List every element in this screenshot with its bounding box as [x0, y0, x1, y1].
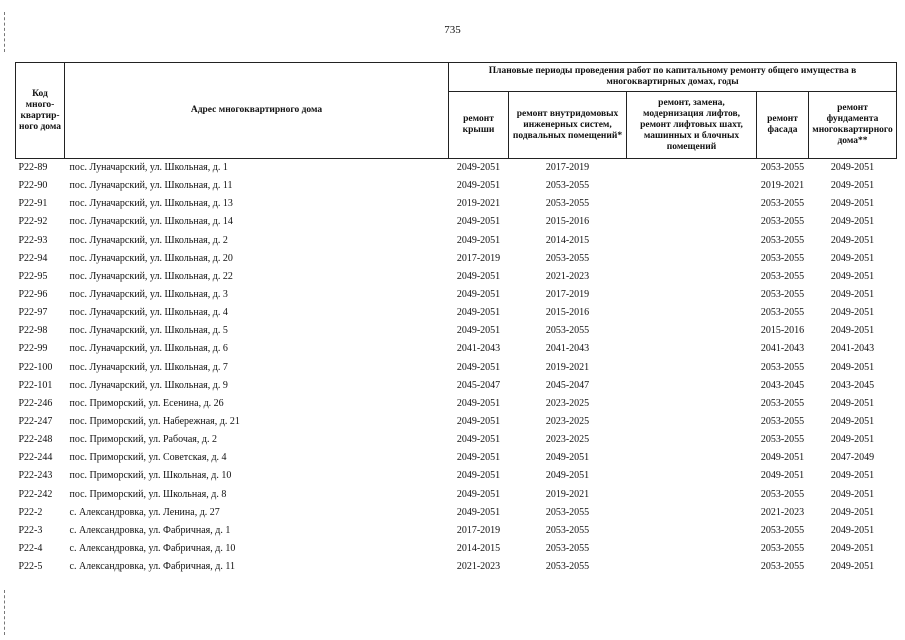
engineering-period: 2023-2025: [545, 416, 590, 428]
table-row: [16, 322, 897, 340]
facade-period: 2053-2055: [760, 434, 805, 446]
house-address: с. Александровка, ул. Фабричная, д. 11: [69, 561, 235, 573]
facade-period: 2015-2016: [760, 325, 805, 337]
house-code: Р22-246: [18, 397, 53, 409]
table-row: [16, 431, 897, 449]
foundation-period: 2049-2051: [830, 270, 875, 282]
house-address: пос. Луначарский, ул. Школьная, д. 3: [69, 289, 228, 301]
facade-period: 2053-2055: [760, 543, 805, 555]
engineering-period: 2019-2021: [545, 361, 590, 373]
facade-period: 2053-2055: [760, 270, 805, 282]
roof-period: 2017-2019: [456, 524, 501, 536]
engineering-period: 2014-2015: [545, 234, 590, 246]
table-header: [16, 63, 897, 159]
engineering-period: 2015-2016: [545, 216, 590, 228]
header-address: Адрес многоквартирного дома: [65, 63, 449, 159]
header-facade-repair: ремонт фасада: [757, 92, 809, 159]
house-address: пос. Приморский, ул. Есенина, д. 26: [69, 397, 224, 409]
house-code: Р22-98: [18, 325, 48, 337]
facade-period: 2053-2055: [760, 198, 805, 210]
house-address: пос. Луначарский, ул. Школьная, д. 14: [69, 216, 233, 228]
roof-period: 2041-2043: [456, 343, 501, 355]
house-code: Р22-242: [18, 488, 53, 500]
table-row: [16, 449, 897, 467]
house-code: Р22-95: [18, 270, 48, 282]
house-code: Р22-4: [18, 543, 43, 555]
house-code: Р22-96: [18, 289, 48, 301]
engineering-period: 2015-2016: [545, 307, 590, 319]
foundation-period: 2049-2051: [830, 416, 875, 428]
house-code: Р22-92: [18, 216, 48, 228]
house-address: пос. Луначарский, ул. Школьная, д. 6: [69, 343, 228, 355]
foundation-period: 2049-2051: [830, 470, 875, 482]
roof-period: 2049-2051: [456, 434, 501, 446]
foundation-period: 2049-2051: [830, 561, 875, 573]
engineering-period: 2017-2019: [545, 162, 590, 174]
house-address: с. Александровка, ул. Ленина, д. 27: [69, 506, 220, 518]
house-code: Р22-97: [18, 307, 48, 319]
roof-period: 2049-2051: [456, 452, 501, 464]
header-foundation-repair: ремонт фундамента многоквартирного дома**: [809, 92, 897, 159]
table-row: [16, 395, 897, 413]
foundation-period: 2049-2051: [830, 252, 875, 264]
header-roof-repair: ремонт крыши: [449, 92, 509, 159]
header-code: Код много-квартир-ного дома: [16, 63, 65, 159]
engineering-period: 2053-2055: [545, 561, 590, 573]
table-row: [16, 304, 897, 322]
elevator-period: [627, 449, 757, 467]
roof-period: 2049-2051: [456, 162, 501, 174]
roof-period: 2049-2051: [456, 289, 501, 301]
house-code: Р22-101: [18, 379, 53, 391]
house-address: пос. Луначарский, ул. Школьная, д. 7: [69, 361, 228, 373]
table-row: [16, 213, 897, 231]
engineering-period: 2049-2051: [545, 452, 590, 464]
facade-period: 2053-2055: [760, 234, 805, 246]
house-address: пос. Луначарский, ул. Школьная, д. 1: [69, 162, 228, 174]
engineering-period: 2023-2025: [545, 434, 590, 446]
table-body: [16, 159, 897, 577]
foundation-period: 2049-2051: [830, 361, 875, 373]
foundation-period: 2049-2051: [830, 543, 875, 555]
engineering-period: 2017-2019: [545, 289, 590, 301]
house-address: пос. Луначарский, ул. Школьная, д. 22: [69, 270, 233, 282]
house-address: пос. Приморский, ул. Школьная, д. 10: [69, 470, 232, 482]
engineering-period: 2023-2025: [545, 397, 590, 409]
house-code: Р22-5: [18, 561, 43, 573]
house-code: Р22-94: [18, 252, 48, 264]
house-address: пос. Приморский, ул. Школьная, д. 8: [69, 488, 227, 500]
elevator-period: [627, 522, 757, 540]
foundation-period: 2049-2051: [830, 434, 875, 446]
engineering-period: 2045-2047: [545, 379, 590, 391]
engineering-period: 2053-2055: [545, 543, 590, 555]
table-row: [16, 195, 897, 213]
table-row: [16, 540, 897, 558]
elevator-period: [627, 232, 757, 250]
facade-period: 2049-2051: [760, 470, 805, 482]
elevator-period: [627, 177, 757, 195]
elevator-period: [627, 377, 757, 395]
foundation-period: 2049-2051: [830, 216, 875, 228]
elevator-period: [627, 195, 757, 213]
facade-period: 2053-2055: [760, 252, 805, 264]
engineering-period: 2053-2055: [545, 180, 590, 192]
elevator-period: [627, 540, 757, 558]
facade-period: 2053-2055: [760, 524, 805, 536]
elevator-period: [627, 431, 757, 449]
house-address: пос. Луначарский, ул. Школьная, д. 2: [69, 234, 228, 246]
facade-period: 2053-2055: [760, 162, 805, 174]
house-code: Р22-247: [18, 416, 53, 428]
roof-period: 2049-2051: [456, 361, 501, 373]
house-code: Р22-91: [18, 198, 48, 210]
elevator-period: [627, 395, 757, 413]
facade-period: 2019-2021: [760, 180, 805, 192]
facade-period: 2049-2051: [760, 452, 805, 464]
house-address: пос. Луначарский, ул. Школьная, д. 4: [69, 307, 228, 319]
engineering-period: 2053-2055: [545, 252, 590, 264]
house-code: Р22-93: [18, 234, 48, 246]
engineering-period: 2041-2043: [545, 343, 590, 355]
foundation-period: 2043-2045: [830, 379, 875, 391]
house-address: пос. Приморский, ул. Советская, д. 4: [69, 452, 227, 464]
house-code: Р22-99: [18, 343, 48, 355]
house-code: Р22-90: [18, 180, 48, 192]
facade-period: 2053-2055: [760, 416, 805, 428]
facade-period: 2053-2055: [760, 361, 805, 373]
house-code: Р22-3: [18, 524, 43, 536]
roof-period: 2049-2051: [456, 325, 501, 337]
elevator-period: [627, 467, 757, 485]
elevator-period: [627, 250, 757, 268]
header-elevator-repair: ремонт, замена, модернизация лифтов, ремонт лифтовых шахт, машинных и блочных помещений: [627, 92, 757, 159]
roof-period: 2019-2021: [456, 198, 501, 210]
roof-period: 2045-2047: [456, 379, 501, 391]
roof-period: 2049-2051: [456, 488, 501, 500]
house-address: пос. Луначарский, ул. Школьная, д. 20: [69, 252, 233, 264]
elevator-period: [627, 268, 757, 286]
table-row: [16, 467, 897, 485]
roof-period: 2014-2015: [456, 543, 501, 555]
table-row: [16, 522, 897, 540]
table-row: [16, 268, 897, 286]
page-number: 735: [444, 24, 461, 36]
repair-schedule-table: [15, 62, 897, 576]
engineering-period: 2053-2055: [545, 506, 590, 518]
foundation-period: 2047-2049: [830, 452, 875, 464]
house-address: с. Александровка, ул. Фабричная, д. 1: [69, 524, 231, 536]
roof-period: 2049-2051: [456, 416, 501, 428]
roof-period: 2049-2051: [456, 180, 501, 192]
table-row: [16, 359, 897, 377]
elevator-period: [627, 504, 757, 522]
table-row: [16, 250, 897, 268]
facade-period: 2053-2055: [760, 488, 805, 500]
elevator-period: [627, 322, 757, 340]
elevator-period: [627, 213, 757, 231]
roof-period: 2049-2051: [456, 470, 501, 482]
engineering-period: 2053-2055: [545, 198, 590, 210]
roof-period: 2049-2051: [456, 397, 501, 409]
foundation-period: 2049-2051: [830, 307, 875, 319]
foundation-period: 2049-2051: [830, 198, 875, 210]
facade-period: 2053-2055: [760, 307, 805, 319]
margin-line: [4, 590, 5, 635]
engineering-period: 2053-2055: [545, 325, 590, 337]
roof-period: 2049-2051: [456, 216, 501, 228]
facade-period: 2053-2055: [760, 216, 805, 228]
elevator-period: [627, 340, 757, 358]
house-address: пос. Приморский, ул. Набережная, д. 21: [69, 416, 240, 428]
elevator-period: [627, 486, 757, 504]
roof-period: 2049-2051: [456, 270, 501, 282]
table-row: [16, 232, 897, 250]
engineering-period: 2053-2055: [545, 524, 590, 536]
foundation-period: 2049-2051: [830, 234, 875, 246]
margin-line: [4, 12, 5, 52]
elevator-period: [627, 286, 757, 304]
elevator-period: [627, 159, 757, 178]
facade-period: 2053-2055: [760, 561, 805, 573]
elevator-period: [627, 304, 757, 322]
header-engineering-repair: ремонт внутридомовых инженерных систем, подвальных помещений*: [509, 92, 627, 159]
house-code: Р22-244: [18, 452, 53, 464]
roof-period: 2049-2051: [456, 506, 501, 518]
elevator-period: [627, 413, 757, 431]
roof-period: 2049-2051: [456, 234, 501, 246]
foundation-period: 2049-2051: [830, 506, 875, 518]
foundation-period: 2049-2051: [830, 524, 875, 536]
table-row: [16, 486, 897, 504]
elevator-period: [627, 558, 757, 576]
facade-period: 2053-2055: [760, 289, 805, 301]
facade-period: 2021-2023: [760, 506, 805, 518]
table-row: [16, 504, 897, 522]
facade-period: 2043-2045: [760, 379, 805, 391]
house-address: пос. Приморский, ул. Рабочая, д. 2: [69, 434, 217, 446]
house-address: пос. Луначарский, ул. Школьная, д. 13: [69, 198, 233, 210]
house-code: Р22-2: [18, 506, 43, 518]
facade-period: 2041-2043: [760, 343, 805, 355]
elevator-period: [627, 359, 757, 377]
header-work-periods: Плановые периоды проведения работ по капитальному ремонту общего имущества в многоквартирных домах, годы: [449, 63, 897, 92]
engineering-period: 2049-2051: [545, 470, 590, 482]
table-row: [16, 286, 897, 304]
foundation-period: 2041-2043: [830, 343, 875, 355]
table-row: [16, 177, 897, 195]
foundation-period: 2049-2051: [830, 162, 875, 174]
foundation-period: 2049-2051: [830, 397, 875, 409]
house-code: Р22-248: [18, 434, 53, 446]
house-code: Р22-243: [18, 470, 53, 482]
house-address: пос. Луначарский, ул. Школьная, д. 9: [69, 379, 228, 391]
house-code: Р22-100: [18, 361, 53, 373]
house-address: пос. Луначарский, ул. Школьная, д. 11: [69, 180, 233, 192]
house-address: пос. Луначарский, ул. Школьная, д. 5: [69, 325, 228, 337]
roof-period: 2049-2051: [456, 307, 501, 319]
foundation-period: 2049-2051: [830, 180, 875, 192]
engineering-period: 2021-2023: [545, 270, 590, 282]
foundation-period: 2049-2051: [830, 488, 875, 500]
house-address: с. Александровка, ул. Фабричная, д. 10: [69, 543, 236, 555]
table-row: [16, 558, 897, 576]
foundation-period: 2049-2051: [830, 325, 875, 337]
table-row: [16, 413, 897, 431]
engineering-period: 2019-2021: [545, 488, 590, 500]
table-row: [16, 377, 897, 395]
facade-period: 2053-2055: [760, 397, 805, 409]
foundation-period: 2049-2051: [830, 289, 875, 301]
house-code: Р22-89: [18, 162, 48, 174]
roof-period: 2017-2019: [456, 252, 501, 264]
table-row: [16, 340, 897, 358]
roof-period: 2021-2023: [456, 561, 501, 573]
table-row: [16, 159, 897, 178]
